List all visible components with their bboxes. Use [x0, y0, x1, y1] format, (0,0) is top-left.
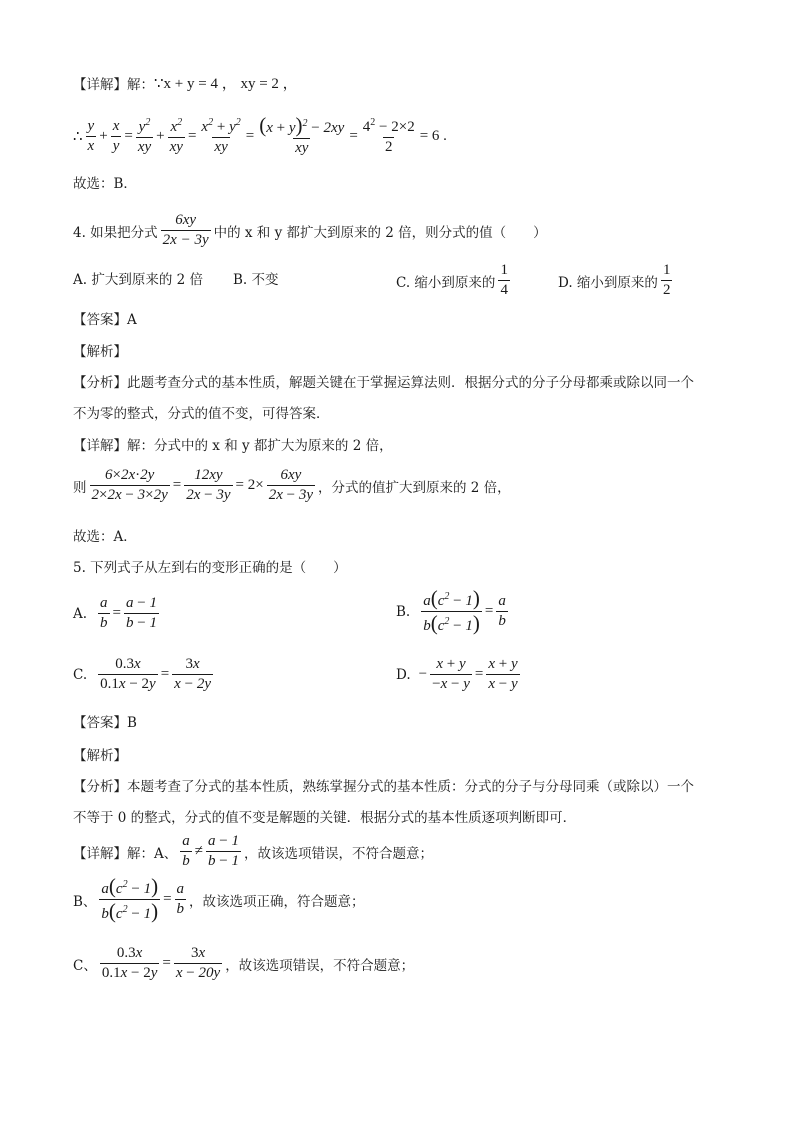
fraction-x2-over-xy: $\frac{x^2}{xy}$	[169, 116, 183, 155]
q5-option-c: C. $\frac{0.3x}{0.1x - 2y}$ = $\frac{3x}{x - 2y}$	[73, 656, 211, 692]
q5-analysis-heading: 【解析】	[73, 748, 127, 764]
q4-choice: 故选：A．	[73, 529, 137, 545]
q4-option-c	[396, 262, 513, 299]
q5-detail-a-right: $\frac{a - 1}{b - 1}$	[207, 833, 239, 869]
q4-analysis-line-1: 【分析】此题考查分式的基本性质，解题关键在于掌握运算法则．根据分式的分子分母都乘或除以同一个	[73, 375, 694, 391]
q4-detail-prefix: 则	[73, 479, 87, 496]
q5-c-left-fraction: $\frac{0.3x}{0.1x - 2y}$	[100, 656, 156, 692]
q5-option-b: B. $\frac{a(c^2 - 1)}{b(c^2 - 1)}$ = $\frac{a}{b}$	[396, 586, 506, 635]
q5-detail-c-right: $\frac{3x}{x - 20y}$	[175, 945, 221, 981]
q4-stem-start: 4. 如果把分式	[73, 224, 158, 241]
q5-b-left-fraction: $\frac{a(c^2 - 1)}{b(c^2 - 1)}$	[423, 586, 480, 635]
q4-analysis-line-2: 不为零的整式，分式的值不变，可得答案．	[73, 406, 330, 422]
q5-a-right-fraction: $\frac{a - 1}{b - 1}$	[126, 595, 157, 631]
q4-eq-fraction-3: $\frac{6xy}{2x - 3y}$	[268, 467, 314, 503]
q5-a-left-fraction: $\frac{a}{b}$	[100, 595, 108, 631]
q5-detail-b-suffix: ，故该选项正确，符合题意；	[189, 893, 365, 910]
fraction-numeric: $\frac{4^2 - 2\times 2}{2}$	[362, 116, 415, 155]
fraction-x-over-y: $\frac{x}{y}$	[112, 117, 120, 154]
q4-fraction-numerator: 6xy	[175, 212, 197, 228]
result-six: = 6 .	[419, 127, 447, 144]
q5-detail-b-right: $\frac{a}{b}$	[176, 881, 185, 917]
fraction-y-over-x: $\frac{y}{x}$	[87, 117, 95, 154]
q5-option-d-label: D.	[396, 666, 411, 683]
q5-answer: 【答案】B	[73, 715, 137, 731]
q5-option-c-label: C.	[73, 666, 88, 683]
fraction-square-identity: $\frac{(x + y)^2 - 2xy}{xy}$	[259, 113, 345, 156]
q4-stem-end: 中的 x 和 y 都扩大到原来的 2 倍，则分式的值（ ）	[213, 224, 547, 241]
equation-row: ∴ $\frac{y}{x}$ + $\frac{x}{y}$ = $\frac{y^2}{xy}$ + $\frac{x^2}{xy}$ = $\frac{x^2 + y^2}{xy}$ = $\frac{(x + y)^2 - 2xy}{xy}$ = $\frac{4^2 - 2\times 2}{2}$ = 6 .	[73, 113, 447, 156]
question-4-stem	[73, 212, 547, 249]
q5-detail-label: 【详解】解：A、	[73, 845, 178, 862]
q5-detail-b-left: $\frac{a(c^2 - 1)}{b(c^2 - 1)}$	[101, 874, 159, 923]
q5-option-b-label: B.	[396, 603, 411, 620]
q4-answer: 【答案】A	[73, 312, 137, 328]
q5-option-d: D. − $\frac{x + y}{-x - y}$ = $\frac{x + y}{x - y}$	[396, 656, 518, 692]
q5-detail-c-left: $\frac{0.3x}{0.1x - 2y}$	[101, 945, 158, 981]
q4-analysis-heading: 【解析】	[73, 344, 127, 360]
q5-detail-a-left: $\frac{a}{b}$	[182, 833, 190, 869]
q5-detail-c-label: C、	[73, 957, 97, 974]
question-5-stem: 5. 下列式子从左到右的变形正确的是（ ）	[73, 560, 347, 576]
q5-option-a-label: A.	[73, 605, 88, 622]
therefore-symbol: ∴	[73, 128, 83, 145]
q4-option-c-text: C. 缩小到原来的	[396, 274, 496, 291]
q4-detail-equation: 则 $\frac{6\times 2x\cdot 2y}{2\times 2x - 3\times 2y}$ = $\frac{12xy}{2x - 3y}$ = 2× $\frac{6xy}{2x - 3y}$ ，分式的值扩大到原来的 2 倍，	[73, 467, 511, 503]
q5-detail-b: B、 $\frac{a(c^2 - 1)}{b(c^2 - 1)}$ = $\frac{a}{b}$ ，故该选项正确，符合题意；	[73, 874, 365, 923]
q5-detail-c-suffix: ，故该选项错误，不符合题意；	[225, 957, 415, 974]
fraction-sum-squares: $\frac{x^2 + y^2}{xy}$	[201, 116, 241, 155]
q4-fraction-denominator: 2x − 3y	[162, 232, 209, 248]
q5-detail-b-label: B、	[73, 893, 97, 910]
q4-option-a: A. 扩大到原来的 2 倍	[73, 272, 204, 288]
given-condition: ∵x + y = 4 ， xy = 2 ，	[154, 76, 298, 92]
q4-fraction	[161, 212, 211, 249]
q4-detail-suffix: ，分式的值扩大到原来的 2 倍，	[318, 479, 511, 496]
q5-d-left-fraction: $\frac{x + y}{-x - y}$	[432, 656, 470, 692]
q5-d-right-fraction: $\frac{x + y}{x - y}$	[488, 656, 518, 692]
q5-analysis-line-1: 【分析】本题考查了分式的基本性质，熟练掌握分式的基本性质：分式的分子与分母同乘（或除以）一个	[73, 779, 694, 795]
fraction-y2-over-xy: $\frac{y^2}{xy}$	[137, 116, 152, 155]
q5-detail-c: C、 $\frac{0.3x}{0.1x - 2y}$ = $\frac{3x}{x - 20y}$ ，故该选项错误，不符合题意；	[73, 945, 415, 981]
q5-option-a: A. $\frac{a}{b}$ = $\frac{a - 1}{b - 1}$	[73, 595, 157, 631]
q5-c-right-fraction: $\frac{3x}{x - 2y}$	[174, 656, 211, 692]
q5-b-right-fraction: $\frac{a}{b}$	[498, 593, 506, 629]
q5-detail-a-suffix: ，故该选项错误，不符合题意；	[243, 845, 433, 862]
q4-option-d	[558, 262, 675, 299]
q4-eq-fraction-2: $\frac{12xy}{2x - 3y}$	[186, 467, 231, 503]
q4-option-d-text: D. 缩小到原来的	[558, 274, 658, 291]
q5-analysis-line-2: 不等于 0 的整式，分式的值不变是解题的关键．根据分式的基本性质逐项判断即可．	[73, 810, 577, 826]
answer-choice-b: 故选：B．	[73, 176, 137, 192]
detail-given-line	[73, 72, 298, 93]
q4-eq-fraction-1: $\frac{6\times 2x\cdot 2y}{2\times 2x - 3\times 2y}$	[91, 467, 168, 503]
q4-option-b: B. 不变	[233, 272, 279, 288]
q4-detail: 【详解】解：分式中的 x 和 y 都扩大为原来的 2 倍，	[73, 438, 393, 454]
q4-option-d-fraction: $\frac{1}{2}$	[662, 262, 671, 298]
q4-option-c-fraction: $\frac{1}{4}$	[500, 262, 508, 298]
q5-detail-a: 【详解】解：A、 $\frac{a}{b}$ ≠ $\frac{a - 1}{b - 1}$ ，故该选项错误，不符合题意；	[73, 833, 433, 869]
detail-label: 【详解】解：	[73, 76, 154, 93]
